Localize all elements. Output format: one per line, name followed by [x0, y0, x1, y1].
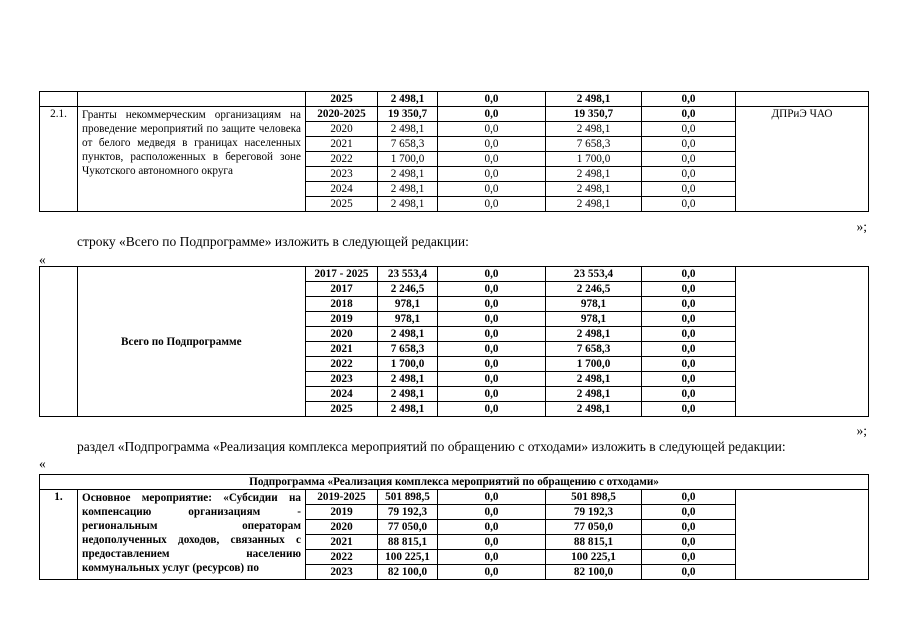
value-cell: 2 498,1 — [546, 92, 642, 107]
year-cell: 2025 — [306, 92, 378, 107]
value-cell: 19 350,7 — [546, 107, 642, 122]
value-cell: 0,0 — [438, 297, 546, 312]
total-cell: 7 658,3 — [378, 137, 438, 152]
year-cell: 2025 — [306, 197, 378, 212]
year-cell: 2024 — [306, 387, 378, 402]
value-cell: 0,0 — [438, 372, 546, 387]
value-cell: 0,0 — [438, 167, 546, 182]
empty-cell — [736, 490, 869, 580]
total-cell: 501 898,5 — [378, 490, 438, 505]
closing-quote: »; — [856, 219, 867, 234]
value-cell: 1 700,0 — [546, 152, 642, 167]
year-cell: 2019-2025 — [306, 490, 378, 505]
value-cell: 0,0 — [642, 550, 736, 565]
total-cell: 2 498,1 — [378, 182, 438, 197]
value-cell: 0,0 — [642, 297, 736, 312]
value-cell: 2 498,1 — [546, 122, 642, 137]
empty-cell — [40, 92, 78, 107]
value-cell: 0,0 — [438, 565, 546, 580]
value-cell: 0,0 — [642, 565, 736, 580]
value-cell: 0,0 — [642, 152, 736, 167]
empty-cell — [78, 92, 306, 107]
year-cell: 2021 — [306, 535, 378, 550]
subprogram-total-table — [39, 266, 869, 417]
value-cell: 0,0 — [438, 535, 546, 550]
value-cell: 0,0 — [642, 387, 736, 402]
value-cell: 978,1 — [546, 297, 642, 312]
executor-cell: ДПРиЭ ЧАО — [736, 107, 869, 212]
year-cell: 2019 — [306, 312, 378, 327]
item-description: Основное мероприятие: «Субсидии на компенсацию организациям - региональным операторам недополученных доходов, связанных с предоставлением населению коммунальных услуг (ресурсов) по — [78, 490, 306, 580]
year-cell: 2021 — [306, 137, 378, 152]
value-cell: 0,0 — [438, 550, 546, 565]
total-cell: 23 553,4 — [378, 267, 438, 282]
year-cell: 2023 — [306, 565, 378, 580]
value-cell: 79 192,3 — [546, 505, 642, 520]
value-cell: 82 100,0 — [546, 565, 642, 580]
opening-quote: « — [39, 252, 46, 267]
item-number: 2.1. — [40, 107, 78, 212]
year-cell: 2020 — [306, 122, 378, 137]
value-cell: 0,0 — [642, 197, 736, 212]
total-cell: 7 658,3 — [378, 342, 438, 357]
value-cell: 2 498,1 — [546, 327, 642, 342]
year-cell: 2019 — [306, 505, 378, 520]
value-cell: 100 225,1 — [546, 550, 642, 565]
value-cell: 23 553,4 — [546, 267, 642, 282]
year-cell: 2022 — [306, 152, 378, 167]
value-cell: 0,0 — [438, 267, 546, 282]
total-cell: 79 192,3 — [378, 505, 438, 520]
year-cell: 2017 — [306, 282, 378, 297]
total-cell: 19 350,7 — [378, 107, 438, 122]
total-cell: 82 100,0 — [378, 565, 438, 580]
opening-quote: « — [39, 456, 46, 471]
year-cell: 2017 - 2025 — [306, 267, 378, 282]
table-heading-row — [40, 475, 869, 490]
total-cell: 2 498,1 — [378, 92, 438, 107]
instruction-text: раздел «Подпрограмма «Реализация комплекса мероприятий по обращению с отходами» изложить в следующей редакции: — [77, 439, 786, 454]
total-cell: 2 246,5 — [378, 282, 438, 297]
subsidy-table-grants — [39, 91, 869, 212]
table-row — [40, 107, 869, 122]
value-cell: 0,0 — [438, 357, 546, 372]
value-cell: 0,0 — [642, 107, 736, 122]
value-cell: 0,0 — [438, 107, 546, 122]
value-cell: 0,0 — [642, 505, 736, 520]
instruction-text: строку «Всего по Подпрограмме» изложить в следующей редакции: — [77, 234, 469, 249]
value-cell: 0,0 — [642, 535, 736, 550]
value-cell: 0,0 — [438, 402, 546, 417]
year-cell: 2018 — [306, 297, 378, 312]
total-cell: 77 050,0 — [378, 520, 438, 535]
value-cell: 0,0 — [642, 357, 736, 372]
value-cell: 0,0 — [642, 167, 736, 182]
total-cell: 978,1 — [378, 297, 438, 312]
total-cell: 2 498,1 — [378, 387, 438, 402]
value-cell: 0,0 — [438, 137, 546, 152]
year-cell: 2020 — [306, 327, 378, 342]
value-cell: 0,0 — [642, 490, 736, 505]
value-cell: 0,0 — [438, 520, 546, 535]
total-cell: 100 225,1 — [378, 550, 438, 565]
year-cell: 2022 — [306, 550, 378, 565]
value-cell: 7 658,3 — [546, 137, 642, 152]
value-cell: 0,0 — [438, 282, 546, 297]
value-cell: 2 498,1 — [546, 167, 642, 182]
value-cell: 0,0 — [438, 490, 546, 505]
value-cell: 0,0 — [642, 520, 736, 535]
total-cell: 2 498,1 — [378, 197, 438, 212]
value-cell: 0,0 — [642, 402, 736, 417]
total-cell: 2 498,1 — [378, 327, 438, 342]
year-cell: 2022 — [306, 357, 378, 372]
value-cell: 0,0 — [642, 182, 736, 197]
total-cell: 978,1 — [378, 312, 438, 327]
value-cell: 2 498,1 — [546, 387, 642, 402]
value-cell: 0,0 — [642, 122, 736, 137]
subprogram-heading: Подпрограмма «Реализация комплекса мероприятий по обращению с отходами» — [40, 475, 869, 490]
table-row — [40, 92, 869, 107]
year-cell: 2024 — [306, 182, 378, 197]
value-cell: 88 815,1 — [546, 535, 642, 550]
year-cell: 2021 — [306, 342, 378, 357]
value-cell: 0,0 — [438, 505, 546, 520]
total-cell: 1 700,0 — [378, 357, 438, 372]
value-cell: 1 700,0 — [546, 357, 642, 372]
year-cell: 2020 — [306, 520, 378, 535]
table-row — [40, 267, 869, 282]
value-cell: 0,0 — [642, 312, 736, 327]
value-cell: 2 498,1 — [546, 182, 642, 197]
value-cell: 2 498,1 — [546, 197, 642, 212]
total-cell: 2 498,1 — [378, 372, 438, 387]
value-cell: 0,0 — [642, 327, 736, 342]
value-cell: 978,1 — [546, 312, 642, 327]
value-cell: 2 498,1 — [546, 402, 642, 417]
table-row — [40, 490, 869, 505]
value-cell: 0,0 — [438, 197, 546, 212]
total-label: Всего по Подпрограмме — [78, 267, 306, 417]
value-cell: 0,0 — [438, 122, 546, 137]
value-cell: 501 898,5 — [546, 490, 642, 505]
total-cell: 2 498,1 — [378, 167, 438, 182]
value-cell: 0,0 — [438, 182, 546, 197]
item-description: Гранты некоммерческим организациям на проведение мероприятий по защите человека от белого медведя в границах населенных пунктов, расположенных в береговой зоне Чукотского автономного округа — [78, 107, 306, 212]
value-cell: 0,0 — [438, 342, 546, 357]
year-cell: 2020-2025 — [306, 107, 378, 122]
total-cell: 88 815,1 — [378, 535, 438, 550]
value-cell: 0,0 — [642, 342, 736, 357]
year-cell: 2025 — [306, 402, 378, 417]
value-cell: 0,0 — [438, 327, 546, 342]
waste-subprogram-table — [39, 474, 869, 580]
value-cell: 0,0 — [438, 92, 546, 107]
year-cell: 2023 — [306, 372, 378, 387]
value-cell: 2 498,1 — [546, 372, 642, 387]
value-cell: 0,0 — [438, 312, 546, 327]
value-cell: 0,0 — [438, 387, 546, 402]
closing-quote: »; — [856, 423, 867, 438]
value-cell: 0,0 — [642, 282, 736, 297]
value-cell: 0,0 — [642, 137, 736, 152]
total-cell: 2 498,1 — [378, 402, 438, 417]
value-cell: 7 658,3 — [546, 342, 642, 357]
value-cell: 0,0 — [642, 92, 736, 107]
empty-cell — [736, 92, 869, 107]
total-cell: 1 700,0 — [378, 152, 438, 167]
item-number: 1. — [40, 490, 78, 580]
value-cell: 0,0 — [642, 372, 736, 387]
value-cell: 77 050,0 — [546, 520, 642, 535]
total-cell: 2 498,1 — [378, 122, 438, 137]
value-cell: 0,0 — [438, 152, 546, 167]
year-cell: 2023 — [306, 167, 378, 182]
value-cell: 2 246,5 — [546, 282, 642, 297]
empty-cell — [40, 267, 78, 417]
empty-cell — [736, 267, 869, 417]
value-cell: 0,0 — [642, 267, 736, 282]
